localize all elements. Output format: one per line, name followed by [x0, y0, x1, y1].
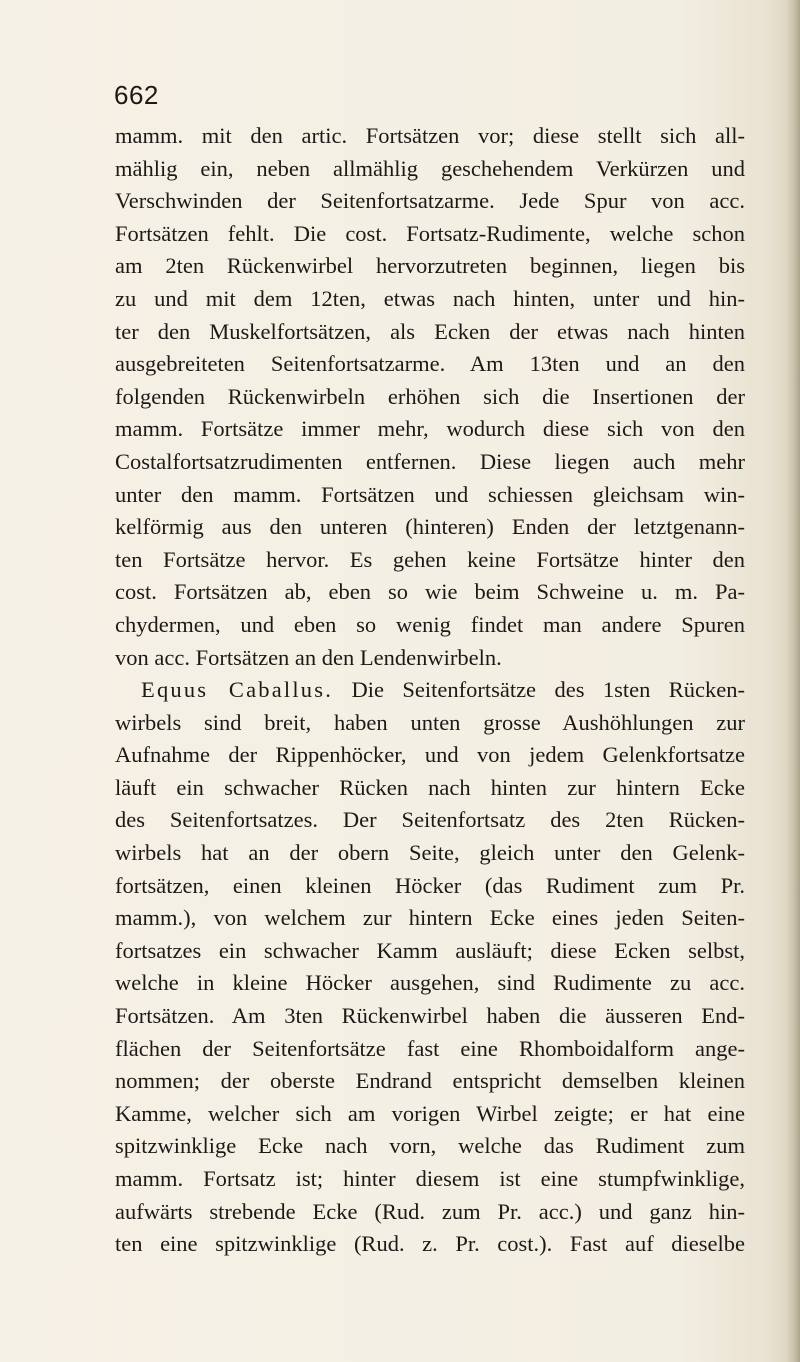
- text-line: folgenden Rückenwirbeln erhöhen sich die Insertionen der: [115, 383, 745, 409]
- paragraph-first-line: [115, 674, 745, 707]
- page-number: 662: [114, 80, 159, 110]
- text-line: ten eine spitzwinklige (Rud. z. Pr. cost.). Fast auf dieselbe: [115, 1231, 745, 1257]
- text-line: Kamme, welcher sich am vorigen Wirbel zeigte; er hat eine: [115, 1100, 745, 1126]
- text-line: ausgebreiteten Seitenfortsatzarme. Am 13ten und an den: [115, 351, 745, 377]
- text-line: mamm.), von welchem zur hintern Ecke eines jeden Seiten-: [115, 905, 745, 931]
- text-line: zu und mit dem 12ten, etwas nach hinten, unter und hin-: [115, 285, 745, 311]
- text-line: mählig ein, neben allmählig geschehendem Verkürzen und: [115, 155, 745, 181]
- text-line: wirbels hat an der obern Seite, gleich unter den Gelenk-: [115, 840, 745, 866]
- text-fragment: Die Seitenfortsätze des 1sten Rücken-: [351, 677, 745, 703]
- text-line: Aufnahme der Rippenhöcker, und von jedem Gelenkfortsatze: [115, 742, 745, 768]
- text-line: ten Fortsätze hervor. Es gehen keine Fortsätze hinter den: [115, 546, 745, 572]
- text-line: chydermen, und eben so wenig findet man andere Spuren: [115, 611, 745, 637]
- text-line: mamm. Fortsätze immer mehr, wodurch diese sich von den: [115, 416, 745, 442]
- text-line: wirbels sind breit, haben unten grosse Aushöhlungen zur: [115, 709, 745, 735]
- text-line: ter den Muskelfortsätzen, als Ecken der etwas nach hinten: [115, 318, 745, 344]
- species-heading: Equus Caballus.: [141, 677, 334, 703]
- text-line: welche in kleine Höcker ausgehen, sind Rudimente zu acc.: [115, 970, 745, 996]
- text-line: flächen der Seitenfortsätze fast eine Rhomboidalform ange-: [115, 1035, 745, 1061]
- text-line: fortsätzen, einen kleinen Höcker (das Rudiment zum Pr.: [115, 872, 745, 898]
- text-line: spitzwinklige Ecke nach vorn, welche das Rudiment zum: [115, 1133, 745, 1159]
- text-line: Costalfortsatzrudimenten entfernen. Diese liegen auch mehr: [115, 448, 745, 474]
- text-line: kelförmig aus den unteren (hinteren) Enden der letztgenann-: [115, 514, 745, 540]
- text-line: läuft ein schwacher Rücken nach hinten zur hintern Ecke: [115, 774, 745, 800]
- text-line: cost. Fortsätzen ab, eben so wie beim Schweine u. m. Pa-: [115, 579, 745, 605]
- text-line: nommen; der oberste Endrand entspricht demselben kleinen: [115, 1068, 745, 1094]
- page-edge-shadow: [786, 0, 800, 1362]
- text-line: Fortsätzen. Am 3ten Rückenwirbel haben die äusseren End-: [115, 1003, 745, 1029]
- text-line: am 2ten Rückenwirbel hervorzutreten beginnen, liegen bis: [115, 253, 745, 279]
- text-line: Fortsätzen fehlt. Die cost. Fortsatz-Rudimente, welche schon: [115, 220, 745, 246]
- text-line: des Seitenfortsatzes. Der Seitenfortsatz des 2ten Rücken-: [115, 807, 745, 833]
- text-line: fortsatzes ein schwacher Kamm ausläuft; diese Ecken selbst,: [115, 937, 745, 963]
- text-line: aufwärts strebende Ecke (Rud. zum Pr. acc.) und ganz hin-: [115, 1198, 745, 1224]
- body-text: [115, 120, 745, 1261]
- text-line: von acc. Fortsätzen an den Lendenwirbeln.: [115, 644, 502, 670]
- text-line: unter den mamm. Fortsätzen und schiessen gleichsam win-: [115, 481, 745, 507]
- text-line: Verschwinden der Seitenfortsatzarme. Jede Spur von acc.: [115, 188, 745, 214]
- text-line: mamm. Fortsatz ist; hinter diesem ist eine stumpfwinklige,: [115, 1166, 745, 1191]
- text-line: mamm. mit den artic. Fortsätzen vor; diese stellt sich all-: [115, 123, 745, 148]
